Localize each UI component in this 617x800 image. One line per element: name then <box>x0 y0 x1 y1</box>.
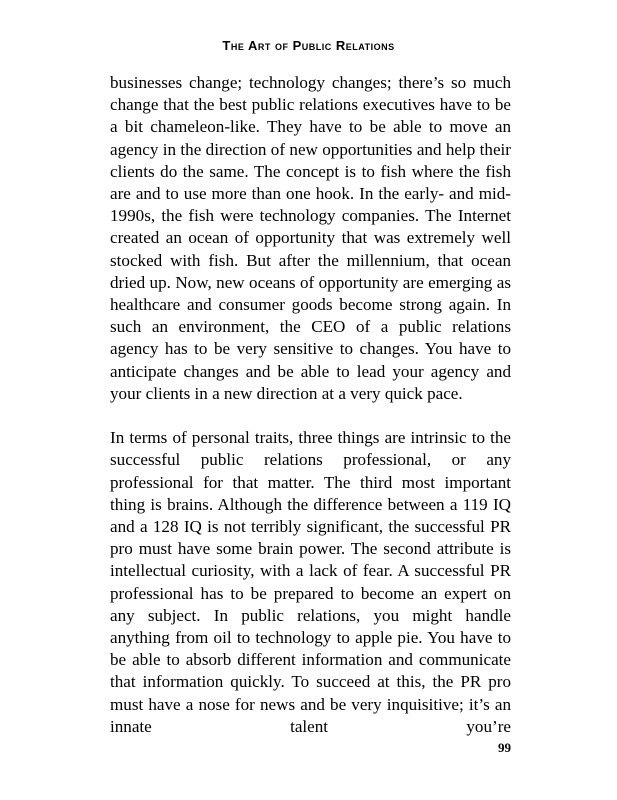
body-text <box>110 72 511 738</box>
running-header-title: The Art of Public Relations <box>222 38 395 53</box>
paragraph-2: In terms of personal traits, three things are intrinsic to the successful public relations professional, or any professional for that matter. The third most important thing is brains. Although the difference between a 119 IQ and a 128 IQ is not terribly significant, the successful PR pro must have some brain power. The second attribute is intellectual curiosity, with a lack of fear. A successful PR professional has to be prepared to become an expert on any subject. In public relations, you might handle anything from oil to technology to apple pie. You have to be able to absorb different information and communicate that information quickly. To succeed at this, the PR pro must have a nose for news and be very inquisitive; it’s an innate talent you’re <box>110 428 511 736</box>
paragraph-1: businesses change; technology changes; there’s so much change that the best public relations executives have to be a bit chameleon-like. They have to be able to move an agency in the direction of new opportunities and help their clients do the same. The concept is to fish where the fish are and to use more than one hook. In the early- and mid-1990s, the fish were technology companies. The Internet created an ocean of opportunity that was extremely well stocked with fish. But after the millennium, that ocean dried up. Now, new oceans of opportunity are emerging as healthcare and consumer goods become strong again. In such an environment, the CEO of a public relations agency has to be very sensitive to changes. You have to anticipate changes and be able to lead your agency and your clients in a new direction at a very quick pace. <box>110 73 511 403</box>
page-number: 99 <box>498 740 511 755</box>
